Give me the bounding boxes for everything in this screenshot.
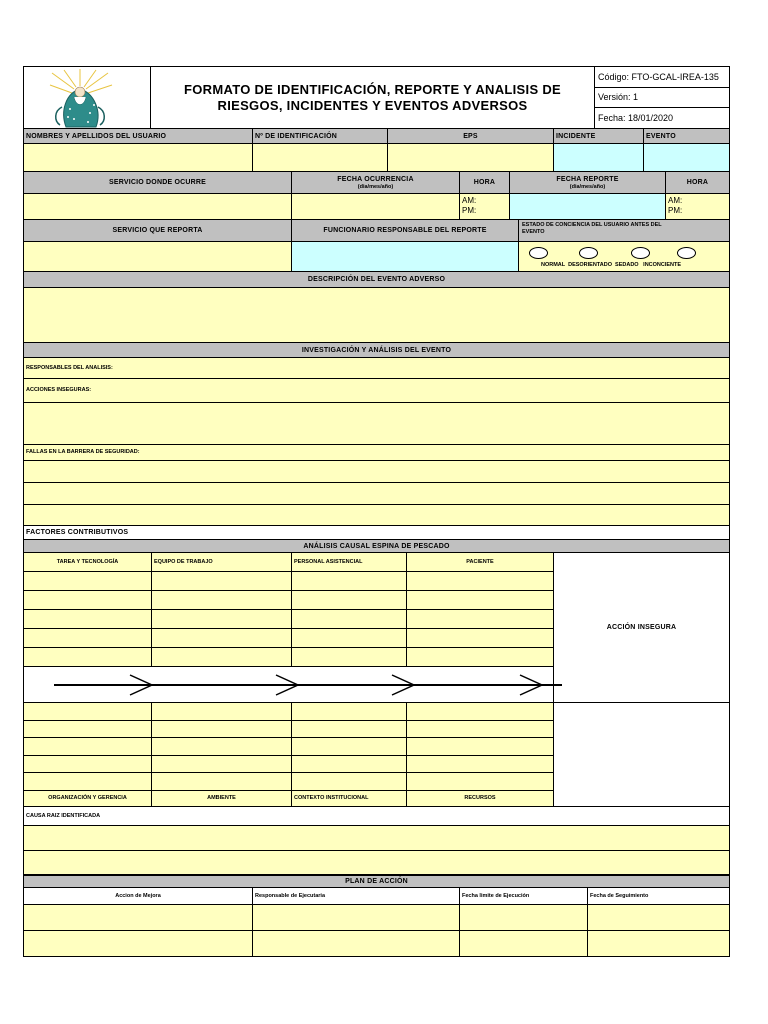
top-fishbone-cell[interactable]: [407, 648, 554, 667]
top-fishbone-cell[interactable]: [292, 591, 407, 610]
top-fishbone-cell[interactable]: [24, 629, 152, 648]
plan-row2-fecha-seguimiento[interactable]: [588, 931, 730, 957]
plan-row1-accion[interactable]: [24, 905, 253, 931]
bottom-fishbone-cell[interactable]: [407, 721, 554, 739]
incidente-field[interactable]: [554, 144, 644, 172]
form-title-line1: FORMATO DE IDENTIFICACIÓN, REPORTE Y ANALISIS DE: [184, 81, 561, 97]
contexto-institucional-header: CONTEXTO INSTITUCIONAL: [292, 791, 407, 807]
plan-row1-responsable[interactable]: [253, 905, 460, 931]
hora-ocurrencia-pm: PM:: [462, 206, 477, 215]
acciones-inseguras-field[interactable]: [24, 403, 730, 445]
radio-desorientado[interactable]: [579, 247, 598, 259]
hora-ocurrencia-label: HORA: [460, 172, 510, 194]
estado-line1: ESTADO DE CONCIENCIA DEL USUARIO ANTES DEL: [522, 222, 662, 228]
fallas-field-3[interactable]: [24, 505, 730, 526]
bottom-fishbone-cell[interactable]: [24, 703, 152, 721]
bottom-fishbone-cell[interactable]: [407, 703, 554, 721]
bottom-fishbone-cell[interactable]: [24, 773, 152, 791]
personal-asistencial-header: PERSONAL ASISTENCIAL: [292, 553, 407, 572]
descripcion-field[interactable]: [24, 288, 730, 343]
top-fishbone-cell[interactable]: [152, 610, 292, 629]
plan-row2-fecha-limite[interactable]: [460, 931, 588, 957]
accion-insegura-box: ACCIÓN INSEGURA: [554, 553, 730, 703]
descripcion-label: DESCRIPCIÓN DEL EVENTO ADVERSO: [24, 272, 730, 288]
bottom-fishbone-cell[interactable]: [152, 773, 292, 791]
form-title: [151, 67, 595, 129]
estado-conciencia-label: [519, 220, 730, 242]
acciones-inseguras-label: ACCIONES INSEGURAS:: [24, 379, 730, 403]
fecha-text: Fecha: 18/01/2020: [595, 108, 730, 129]
fecha-reporte-format: (dia/mes/año): [569, 183, 606, 190]
bottom-fishbone-cell[interactable]: [24, 738, 152, 756]
estado-line2: EVENTO: [522, 229, 545, 235]
incidente-label: INCIDENTE: [554, 129, 644, 144]
ambiente-header: AMBIENTE: [152, 791, 292, 807]
top-fishbone-cell[interactable]: [407, 591, 554, 610]
bottom-fishbone-cell[interactable]: [152, 756, 292, 774]
fallas-field-1[interactable]: [24, 461, 730, 483]
hora-reporte-pm: PM:: [668, 206, 683, 215]
investigacion-label: INVESTIGACIÓN Y ANÁLISIS DEL EVENTO: [24, 343, 730, 358]
top-fishbone-cell[interactable]: [152, 591, 292, 610]
tarea-tecnologia-header: TAREA Y TECNOLOGÍA: [24, 553, 152, 572]
hora-ocurrencia-field[interactable]: [460, 194, 510, 220]
plan-accion-label: PLAN DE ACCIÓN: [24, 875, 730, 888]
fecha-reporte-text: FECHA REPORTE: [556, 175, 619, 183]
top-fishbone-cell[interactable]: [292, 629, 407, 648]
bottom-fishbone-cell[interactable]: [292, 738, 407, 756]
top-fishbone-cell[interactable]: [152, 648, 292, 667]
fallas-barrera-label: FALLAS EN LA BARRERA DE SEGURIDAD:: [24, 445, 730, 461]
nombres-label: NOMBRES Y APELLIDOS DEL USUARIO: [24, 129, 253, 144]
version-text: Versión: 1: [595, 88, 730, 108]
hora-reporte-field[interactable]: [666, 194, 730, 220]
form-frame: [23, 66, 730, 957]
fallas-field-2[interactable]: [24, 483, 730, 505]
bottom-fishbone-cell[interactable]: [24, 721, 152, 739]
radio-sedado[interactable]: [631, 247, 650, 259]
bottom-fishbone-cell[interactable]: [407, 773, 554, 791]
plan-row2-accion[interactable]: [24, 931, 253, 957]
causa-raiz-field-2[interactable]: [24, 851, 730, 875]
fecha-ocurrencia-label: [292, 172, 460, 194]
top-fishbone-cell[interactable]: [152, 572, 292, 591]
accion-mejora-header: Accion de Mejora: [24, 888, 253, 905]
hora-reporte-label: HORA: [666, 172, 730, 194]
top-fishbone-cell[interactable]: [292, 648, 407, 667]
bottom-fishbone-cell[interactable]: [407, 756, 554, 774]
responsable-ejecutaria-header: Responsable de Ejecutaria: [253, 888, 460, 905]
identificacion-field[interactable]: [253, 144, 388, 172]
top-fishbone-cell[interactable]: [24, 648, 152, 667]
codigo-text: Código: FTO-GCAL-IREA-135: [595, 67, 730, 88]
bottom-fishbone-cell[interactable]: [152, 738, 292, 756]
bottom-fishbone-cell[interactable]: [292, 721, 407, 739]
top-fishbone-cell[interactable]: [24, 610, 152, 629]
radio-inconciente[interactable]: [677, 247, 696, 259]
servicio-reporta-field[interactable]: [24, 242, 292, 272]
fecha-ocurrencia-text: FECHA OCURRENCIA: [337, 175, 414, 183]
virgin-mary-logo-icon: [24, 67, 151, 129]
fishbone-spine-area: [24, 667, 554, 703]
nombres-field[interactable]: [24, 144, 253, 172]
organizacion-gerencia-header: ORGANIZACIÓN Y GERENCIA: [24, 791, 152, 807]
fecha-reporte-field[interactable]: [510, 194, 666, 220]
radio-normal[interactable]: [529, 247, 548, 259]
hora-ocurrencia-am: AM:: [462, 196, 477, 205]
causa-raiz-label: CAUSA RAIZ IDENTIFICADA: [24, 807, 730, 826]
top-fishbone-cell[interactable]: [407, 629, 554, 648]
fecha-reporte-label: [510, 172, 666, 194]
servicio-ocurre-label: SERVICIO DONDE OCURRE: [24, 172, 292, 194]
bottom-fishbone-cell[interactable]: [292, 773, 407, 791]
logo-cell: [24, 67, 151, 129]
top-fishbone-cell[interactable]: [292, 572, 407, 591]
hora-reporte-am: AM:: [668, 196, 683, 205]
evento-label: EVENTO: [644, 129, 730, 144]
fecha-ocurrencia-format: (dia/mes/año): [357, 183, 394, 190]
fecha-limite-header: Fecha limite de Ejecución: [460, 888, 588, 905]
equipo-trabajo-header: EQUIPO DE TRABAJO: [152, 553, 292, 572]
estado-conciencia-options: [519, 242, 730, 272]
evento-field[interactable]: [644, 144, 730, 172]
plan-row1-fecha-limite[interactable]: [460, 905, 588, 931]
identificacion-label: Nº DE IDENTIFICACIÓN: [253, 129, 388, 144]
paciente-header: PACIENTE: [407, 553, 554, 572]
bottom-fishbone-cell[interactable]: [292, 756, 407, 774]
top-fishbone-cell[interactable]: [24, 572, 152, 591]
plan-row2-responsable[interactable]: [253, 931, 460, 957]
funcionario-field[interactable]: [292, 242, 519, 272]
factores-contributivos-label: FACTORES CONTRIBUTIVOS: [24, 526, 730, 540]
servicio-ocurre-field[interactable]: [24, 194, 292, 220]
recursos-header: RECURSOS: [407, 791, 554, 807]
bottom-fishbone-cell[interactable]: [407, 738, 554, 756]
bottom-fishbone-cell[interactable]: [24, 756, 152, 774]
bottom-fishbone-cell[interactable]: [292, 703, 407, 721]
top-fishbone-cell[interactable]: [407, 610, 554, 629]
fecha-ocurrencia-field[interactable]: [292, 194, 460, 220]
top-fishbone-cell[interactable]: [152, 629, 292, 648]
top-fishbone-cell[interactable]: [24, 591, 152, 610]
estado-options-labels: NORMAL DESORIENTADO SEDADO INCONCIENTE: [541, 262, 682, 268]
form-title-line2: RIESGOS, INCIDENTES Y EVENTOS ADVERSOS: [217, 97, 528, 113]
top-fishbone-cell[interactable]: [407, 572, 554, 591]
plan-row1-fecha-seguimiento[interactable]: [588, 905, 730, 931]
funcionario-label: FUNCIONARIO RESPONSABLE DEL REPORTE: [292, 220, 519, 242]
causa-raiz-field-1[interactable]: [24, 826, 730, 851]
bottom-fishbone-cell[interactable]: [152, 721, 292, 739]
servicio-reporta-label: SERVICIO QUE REPORTA: [24, 220, 292, 242]
eps-label: EPS: [388, 129, 554, 144]
fishbone-spine-icon: [24, 667, 584, 703]
bottom-right-blank: [554, 703, 730, 807]
espina-pescado-label: ANÁLISIS CAUSAL ESPINA DE PESCADO: [24, 540, 730, 553]
top-fishbone-cell[interactable]: [292, 610, 407, 629]
bottom-fishbone-cell[interactable]: [152, 703, 292, 721]
fecha-seguimiento-header: Fecha de Seguimiento: [588, 888, 730, 905]
eps-field[interactable]: [388, 144, 554, 172]
responsables-analisis-label: RESPONSABLES DEL ANALISIS:: [24, 358, 730, 379]
